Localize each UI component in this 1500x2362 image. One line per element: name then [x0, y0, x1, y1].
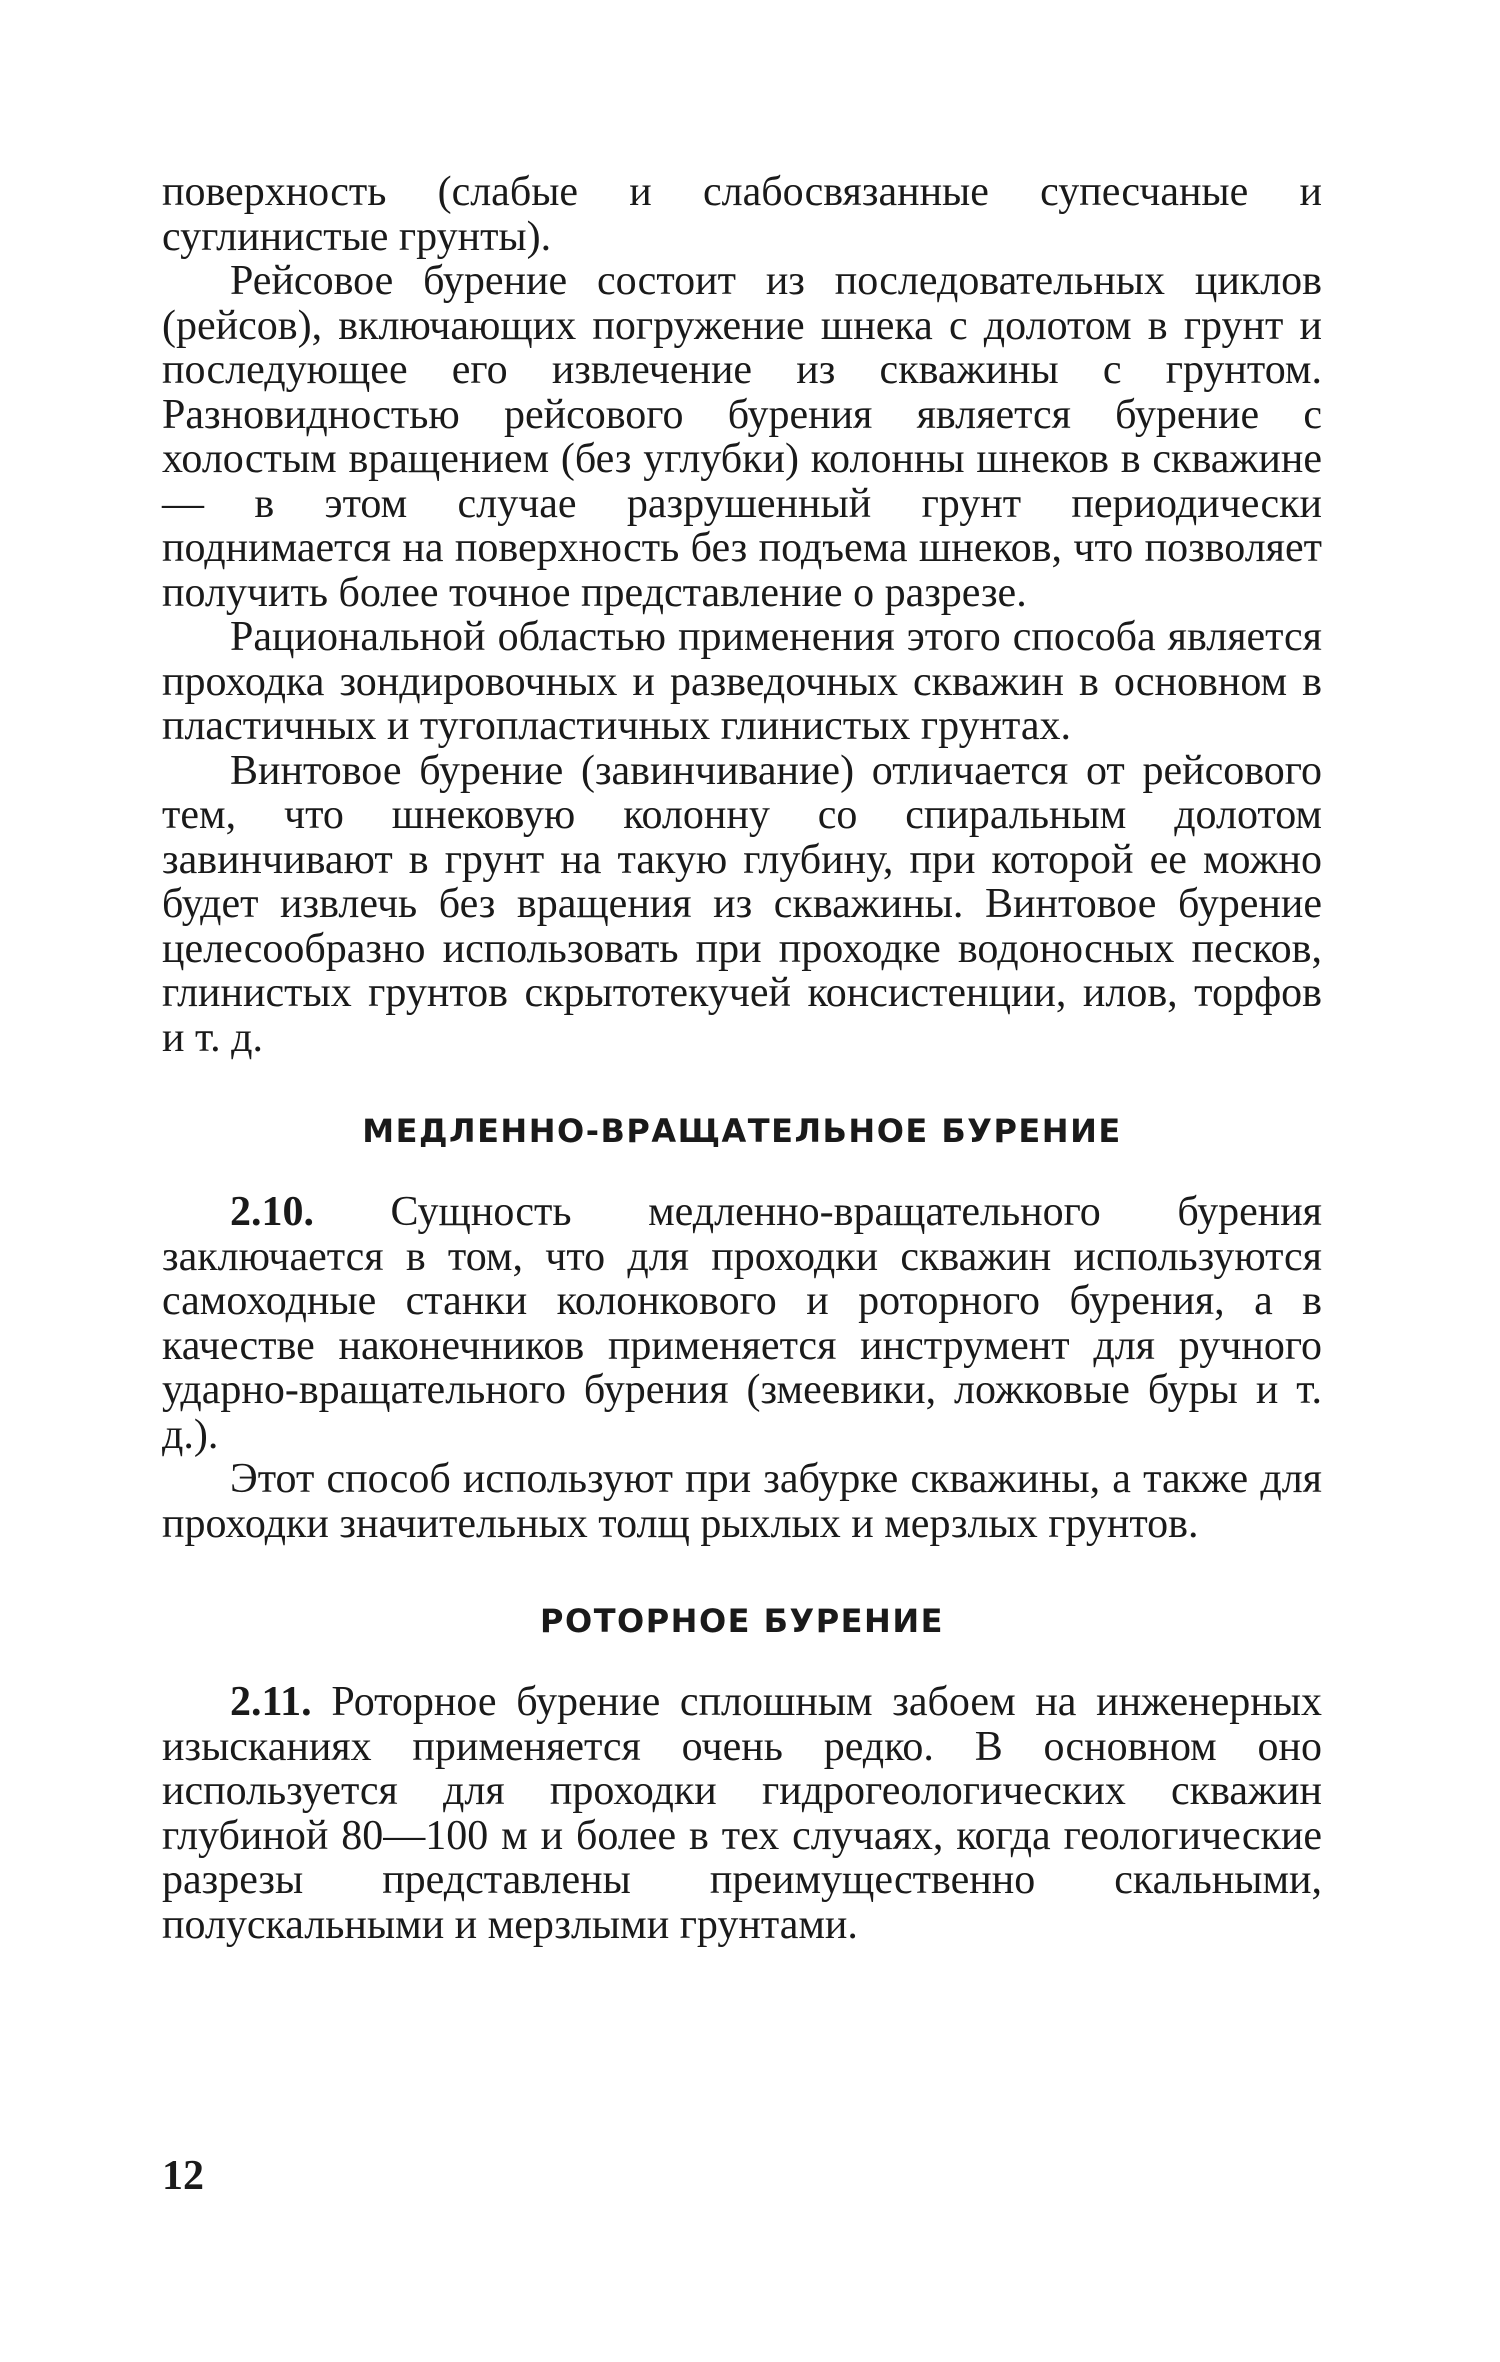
clause-number: 2.10. [230, 1189, 314, 1235]
paragraph-reysovoe-burenie: Рейсовое бурение состоит из последовательных циклов (рейсов), включающих погружение шнека с долотом в грунт и последующее его извлечение из скважины с грунтом. Разновидностью рейсового бурения является бурение с холостым вращением (без углубки) колонны шнеков в скважине — в этом случае разрушенный грунт периодически поднимается на поверхность без подъема шнеков, что позволяет получить более точное представление о разрезе. [162, 258, 1322, 616]
page-number: 12 [162, 2153, 204, 2199]
clause-text: Роторное бурение сплошным забоем на инженерных изысканиях применяется очень редко. В основном оно используется для проходки гидрогеологических скважин глубиной 80—100 м и более в тех случаях, когда геологические разрезы представлены преимущественно скальными, полускальными и мерзлыми грунтами. [162, 1679, 1322, 1948]
paragraph-2-10 [162, 1190, 1322, 1457]
section-heading-slow-rotary: МЕДЛЕННО-ВРАЩАТЕЛЬНОЕ БУРЕНИЕ [362, 1112, 1122, 1150]
paragraph-application-area: Рациональной областью применения этого способа является проходка зондировочных и разведочных скважин в основном в пластичных и тугопластичных глинистых грунтах. [162, 614, 1322, 749]
paragraph-continuation: поверхность (слабые и слабосвязанные супесчаные и суглинистые грунты). [162, 169, 1322, 260]
section-heading-rotary: РОТОРНОЕ БУРЕНИЕ [540, 1602, 944, 1640]
clause-text: Сущность медленно-вращательного бурения заключается в том, что для проходки скважин используются самоходные станки колонкового и роторного бурения, а в качестве наконечников применяется инструмент для ручного ударно-вращательного бурения (змеевики, ложковые буры и т. д.). [162, 1189, 1323, 1458]
text-column [162, 170, 1322, 1947]
paragraph-2-11 [162, 1680, 1322, 1947]
clause-number: 2.11. [230, 1679, 312, 1725]
paragraph-2-10-continued: Этот способ используют при забурке скважины, а также для проходки значительных толщ рыхлых и мерзлых грунтов. [162, 1456, 1322, 1547]
paragraph-vintovoe-burenie: Винтовое бурение (завинчивание) отличается от рейсового тем, что шнековую колонну со спиральным долотом завинчивают в грунт на такую глубину, при которой ее можно будет извлечь без вращения из скважины. Винтовое бурение целесообразно использовать при проходке водоносных песков, глинистых грунтов скрытотекучей консистенции, илов, торфов и т. д. [162, 747, 1322, 1061]
